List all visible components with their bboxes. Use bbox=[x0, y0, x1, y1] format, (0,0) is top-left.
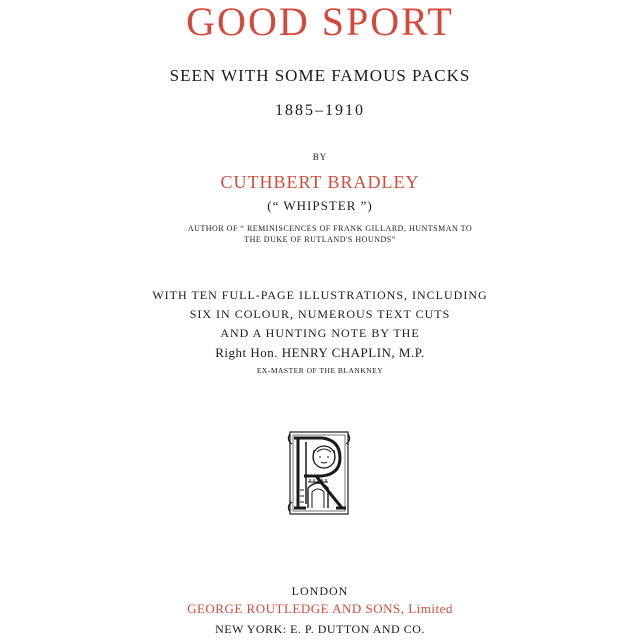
author-note-line-1: AUTHOR OF “ REMINISCENCES OF FRANK GILLARD, HUNTSMAN TO bbox=[187, 224, 473, 233]
illustrations-line-1: WITH TEN FULL-PAGE ILLUSTRATIONS, INCLUDING bbox=[152, 288, 488, 302]
date-range: 1885–1910 bbox=[275, 102, 365, 119]
ex-master-note: EX-MASTER OF THE BLANKNEY bbox=[256, 366, 384, 375]
author-pseudonym: (“ WHIPSTER ”) bbox=[267, 198, 373, 213]
author-note-line-2: THE DUKE OF RUTLAND'S HOUNDS” bbox=[244, 235, 396, 244]
by-label: BY bbox=[312, 152, 328, 162]
new-york-publisher: NEW YORK: E. P. DUTTON AND CO. bbox=[215, 622, 425, 636]
ornamental-R-device-icon bbox=[284, 430, 354, 516]
author-name: CUTHBERT BRADLEY bbox=[220, 172, 420, 192]
publisher-name: GEORGE ROUTLEDGE AND SONS, Limited bbox=[187, 601, 453, 616]
book-title: GOOD SPORT bbox=[186, 0, 454, 44]
city-line: LONDON bbox=[291, 584, 349, 598]
book-subtitle: SEEN WITH SOME FAMOUS PACKS bbox=[169, 66, 471, 85]
illustrations-line-3: AND A HUNTING NOTE BY THE bbox=[220, 326, 420, 340]
chaplin-credit: Right Hon. HENRY CHAPLIN, M.P. bbox=[215, 345, 425, 360]
illustrations-line-2: SIX IN COLOUR, NUMEROUS TEXT CUTS bbox=[189, 307, 451, 321]
